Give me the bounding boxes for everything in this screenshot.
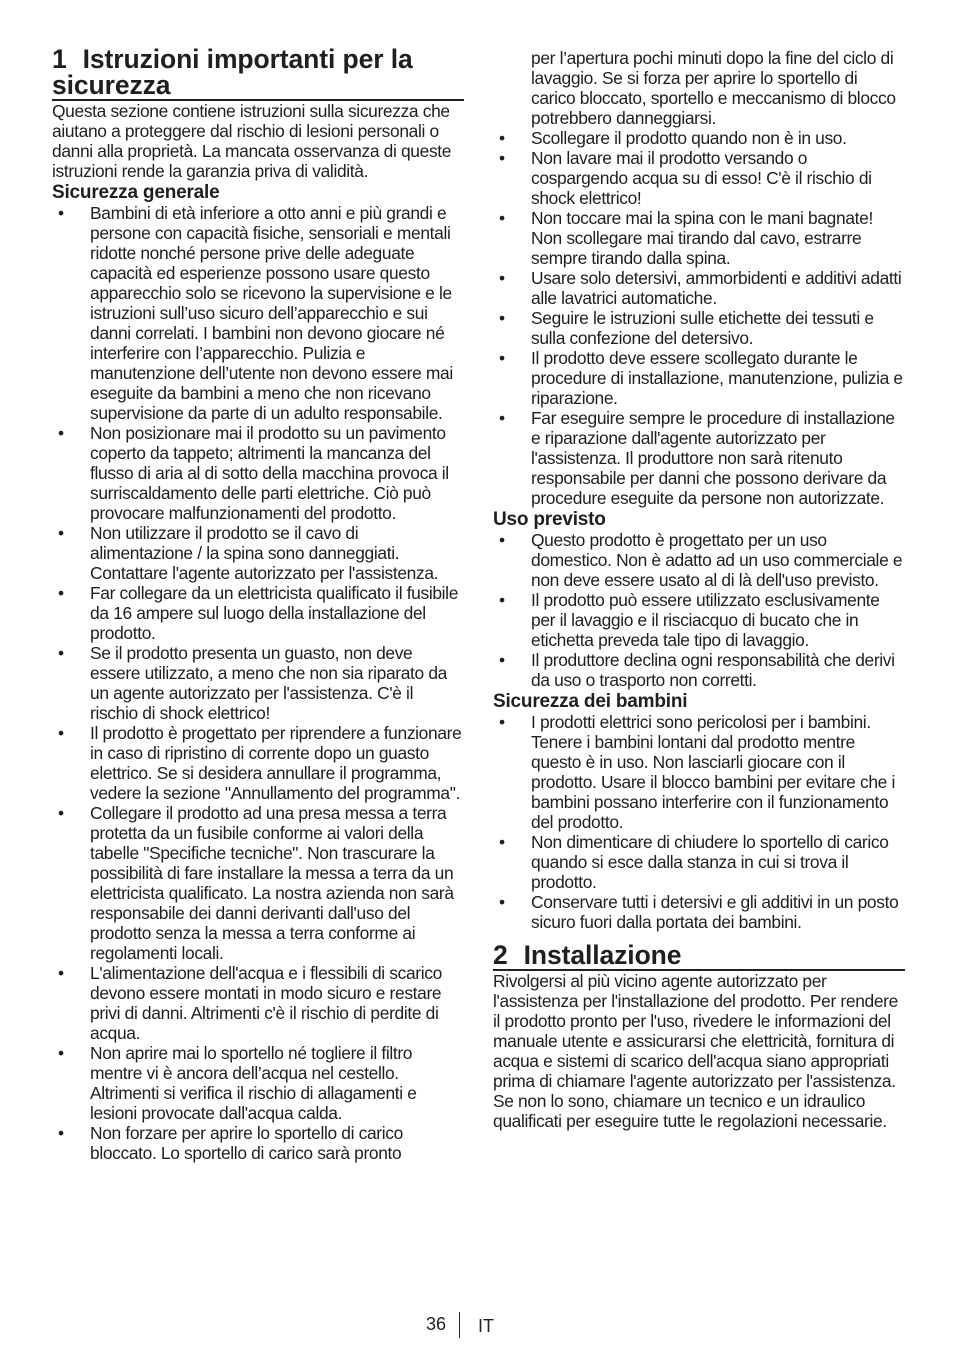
list-item: • I prodotti elettrici sono pericolosi per i bambini. Tenere i bambini lontani dal prodotto mentre questo è in uso. Non lasciarli giocare con il prodotto. Usare il blocco bambini per evitare che i bambini possano interferire con il funzionamento del prodotto. xyxy=(493,712,905,832)
section-2-title-text: Installazione xyxy=(523,940,682,970)
child-safety-list xyxy=(493,712,905,932)
list-item: • Non dimenticare di chiudere lo sportello di carico quando si esce dalla stanza in cui si trova il prodotto. xyxy=(493,832,905,892)
list-item-continuation: per l’apertura pochi minuti dopo la fine del ciclo di lavaggio. Se si forza per aprire lo sportello di carico bloccato, sportello e meccanismo di blocco potrebbero danneggiarsi. xyxy=(531,48,896,128)
left-column xyxy=(52,46,464,1163)
general-safety-list xyxy=(52,203,464,1163)
list-item: • Far eseguire sempre le procedure di installazione e riparazione dall'agente autorizzato per l'assistenza. Il produttore non sarà ritenuto responsabile per danni che possono derivare da procedure eseguite da persone non autorizzate. xyxy=(493,408,905,508)
list-item: • Non posizionare mai il prodotto su un pavimento coperto da tappeto; altrimenti la mancanza del flusso di aria al di sotto della macchina provoca il surriscaldamento delle parti elettriche. Ciò può provocare malfunzionamenti del prodotto. xyxy=(52,423,464,523)
list-item: • Il produttore declina ogni responsabilità che derivi da uso o trasporto non corretti. xyxy=(493,650,905,690)
list-item: • Il prodotto può essere utilizzato esclusivamente per il lavaggio e il risciacquo di bucato che in etichetta preveda tale tipo di lavaggio. xyxy=(493,590,905,650)
list-item: • Conservare tutti i detersivi e gli additivi in un posto sicuro fuori dalla portata dei bambini. xyxy=(493,892,905,932)
intended-use-list xyxy=(493,530,905,690)
list-item: • L'alimentazione dell'acqua e i flessibili di scarico devono essere montati in modo sicuro e restare privi di danni. Altrimenti c'è il rischio di perdite di acqua. xyxy=(52,963,464,1043)
list-item: • Non toccare mai la spina con le mani bagnate! Non scollegare mai tirando dal cavo, estrarre sempre tirando dalla spina. xyxy=(493,208,905,268)
section-1-title-text: Istruzioni importanti per la sicurezza xyxy=(52,44,413,100)
list-item: • Non utilizzare il prodotto se il cavo di alimentazione / la spina sono danneggiati. Contattare l'agente autorizzato per l'assistenza. xyxy=(52,523,464,583)
list-item: • Non lavare mai il prodotto versando o cospargendo acqua su di esso! C'è il rischio di shock elettrico! xyxy=(493,148,905,208)
child-safety-heading: Sicurezza dei bambini xyxy=(493,691,688,712)
list-item: • Usare solo detersivi, ammorbidenti e additivi adatti alle lavatrici automatiche. xyxy=(493,268,905,308)
list-item: • Far collegare da un elettricista qualificato il fusibile da 16 ampere sul luogo della installazione del prodotto. xyxy=(52,583,464,643)
general-safety-heading: Sicurezza generale xyxy=(52,182,220,203)
language-code: IT xyxy=(478,1316,494,1336)
section-1-title xyxy=(52,46,464,101)
general-safety-list-continued xyxy=(493,48,905,508)
page-footer xyxy=(0,1314,954,1338)
list-item: • Questo prodotto è progettato per un uso domestico. Non è adatto ad un uso commerciale e non deve essere usato al di là dell'uso previsto. xyxy=(493,530,905,590)
section-2-number: 2 xyxy=(493,940,508,970)
right-column xyxy=(493,48,905,1131)
list-item: • Collegare il prodotto ad una presa messa a terra protetta da un fusibile conforme ai valori della tabelle "Specifiche tecniche". Non trascurare la possibilità di fare installare la messa a terra da un elettricista qualificato. La nostra azienda non sarà responsabile dei danni derivanti dall'uso del prodotto senza la messa a terra conforme ai regolamenti locali. xyxy=(52,803,464,963)
section-1-number: 1 xyxy=(52,44,67,74)
intended-use-heading: Uso previsto xyxy=(493,509,606,530)
page-number: 36 xyxy=(425,1314,446,1334)
list-item: • Scollegare il prodotto quando non è in uso. xyxy=(493,128,905,148)
section-1-intro: Questa sezione contiene istruzioni sulla sicurezza che aiutano a proteggere dal rischio di lesioni personali o danni alla proprietà. La mancata osservanza di queste istruzioni rende la garanzia priva di validità. xyxy=(52,101,452,181)
list-item: • Bambini di età inferiore a otto anni e più grandi e persone con capacità fisiche, sensoriali e mentali ridotte nonché persone prive delle adeguate capacità ed esperienze possono usare questo apparecchio solo se ricevono la supervisione e le istruzioni sull’uso sicuro dell’apparecchio e sui danni correlati. I bambini non devono giocare né interferire con l’apparecchio. Pulizia e manutenzione dell’utente non devono essere mai eseguite da bambini a meno che non ricevano supervisione da parte di un adulto responsabile. xyxy=(52,203,464,423)
section-2-body: Rivolgersi al più vicino agente autorizzato per l'assistenza per l'installazione del prodotto. Per rendere il prodotto pronto per l'uso, rivedere le informazioni del manuale utente e assicurarsi che elettricità, fornitura di acqua e sistemi di scarico dell'acqua siano appropriati prima di chiamare l'agente autorizzato per l'assistenza. Se non lo sono, chiamare un tecnico e un idraulico qualificati per eseguire tutte le regolazioni necessarie. xyxy=(493,971,898,1131)
footer-divider xyxy=(459,1312,460,1338)
section-2-title xyxy=(493,942,905,971)
list-item: • Se il prodotto presenta un guasto, non deve essere utilizzato, a meno che non sia riparato da un agente autorizzato per l'assistenza. C'è il rischio di shock elettrico! xyxy=(52,643,464,723)
list-item: • Il prodotto deve essere scollegato durante le procedure di installazione, manutenzione, pulizia e riparazione. xyxy=(493,348,905,408)
list-item: • Non aprire mai lo sportello né togliere il filtro mentre vi è ancora dell’acqua nel cestello. Altrimenti si verifica il rischio di allagamenti e lesioni provocate dall'acqua calda. xyxy=(52,1043,464,1123)
list-item: • Seguire le istruzioni sulle etichette dei tessuti e sulla confezione del detersivo. xyxy=(493,308,905,348)
list-item: • Non forzare per aprire lo sportello di carico bloccato. Lo sportello di carico sarà pronto xyxy=(52,1123,464,1163)
list-item: • Il prodotto è progettato per riprendere a funzionare in caso di ripristino di corrente dopo un guasto elettrico. Se si desidera annullare il programma, vedere la sezione "Annullamento del programma". xyxy=(52,723,464,803)
